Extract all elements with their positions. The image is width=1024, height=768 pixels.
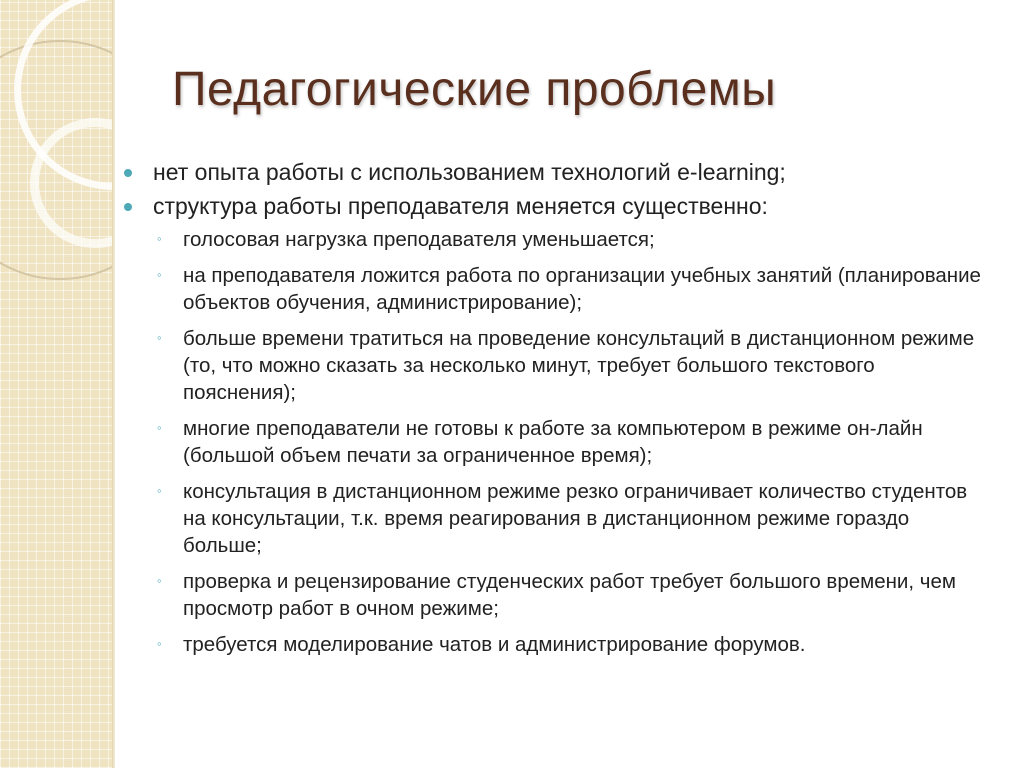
sub-bullet-text: на преподавателя ложится работа по организации учебных занятий (планирование объектов обучения, администрирование); (183, 264, 981, 314)
sub-bullet-circle-icon: ◦ (157, 573, 162, 588)
sub-bullet-text: проверка и рецензирование студенческих работ требует большого времени, чем просмотр работ в очном режиме; (183, 570, 956, 620)
sub-bullet-circle-icon: ◦ (157, 267, 162, 282)
sub-bullet-circle-icon: ◦ (157, 483, 162, 498)
sub-bullet-item (118, 415, 993, 469)
bullet-item (118, 192, 1008, 221)
sub-bullet-circle-icon: ◦ (157, 636, 162, 651)
sub-bullet-item (118, 478, 993, 559)
sub-bullet-text: требуется моделирование чатов и администрирование форумов. (183, 633, 806, 656)
sub-bullet-text: многие преподаватели не готовы к работе за компьютером в режиме он-лайн (большой объем печати за ограниченное время); (183, 417, 923, 467)
sub-bullet-item (118, 226, 993, 253)
sub-bullet-item (118, 325, 993, 406)
side-strip-edge (112, 0, 115, 768)
slide-title: Педагогические проблемы (172, 63, 777, 116)
decorative-side-strip (0, 0, 112, 768)
sub-bullet-circle-icon: ◦ (157, 330, 162, 345)
sub-bullet-item (118, 262, 993, 316)
slide-content (118, 158, 1008, 667)
bullet-text: структура работы преподавателя меняется существенно: (153, 193, 768, 219)
sub-bullet-text: больше времени тратиться на проведение консультаций в дистанционном режиме (то, что можно сказать за несколько минут, требует большого текстового пояснения); (183, 327, 975, 404)
sub-bullet-circle-icon: ◦ (157, 231, 162, 246)
bullet-text: нет опыта работы с использованием технологий e-learning; (153, 159, 786, 185)
bullet-dot-icon (124, 169, 132, 177)
sub-bullet-circle-icon: ◦ (157, 420, 162, 435)
sub-bullet-item (118, 568, 993, 622)
sub-bullet-text: голосовая нагрузка преподавателя уменьшается; (183, 228, 655, 251)
bullet-dot-icon (124, 203, 132, 211)
bullet-item (118, 158, 1008, 187)
sub-bullet-text: консультация в дистанционном режиме резко ограничивает количество студентов на консультации, т.к. время реагирования в дистанционном режиме гораздо больше; (183, 480, 968, 557)
sub-bullet-item (118, 631, 993, 658)
